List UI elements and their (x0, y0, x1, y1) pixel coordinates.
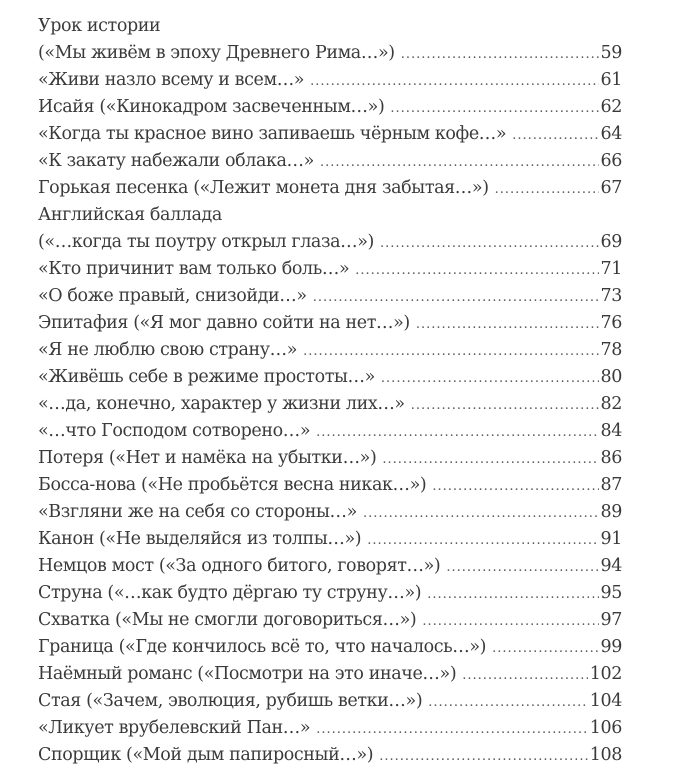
toc-entry-page-number: 66 (600, 151, 622, 171)
dot-leader (381, 365, 599, 392)
dot-leader (390, 95, 598, 122)
toc-entry (38, 175, 622, 202)
toc-entry-page-number: 108 (589, 745, 622, 765)
toc-entry (38, 418, 622, 445)
toc-entry (38, 13, 622, 40)
toc-entry (38, 634, 622, 661)
toc-entry-page-number: 91 (600, 529, 622, 549)
dot-leader (428, 689, 588, 716)
toc-entry-page-number: 94 (600, 556, 622, 576)
toc-entry-page-number: 104 (589, 691, 622, 711)
toc-entry-page-number: 80 (600, 367, 622, 387)
toc-entry-page-number: 99 (600, 637, 622, 657)
toc-entry-page-number: 61 (600, 70, 622, 90)
toc-entry (38, 94, 622, 121)
toc-entry (38, 688, 622, 715)
dot-leader (401, 41, 599, 68)
dot-leader (363, 500, 599, 527)
toc-entry (38, 256, 622, 283)
toc-entry-page-number: 71 (600, 259, 622, 279)
toc-entry-title: Схватка («Мы не смогли договориться…») (38, 610, 417, 630)
toc-entry-title: Струна («…как будто дёргаю ту струну…») (38, 583, 422, 603)
toc-entry-title: «Взгляни же на себя со стороны…» (38, 502, 357, 522)
toc-entry (38, 499, 622, 526)
toc-entry-page-number: 67 (600, 178, 622, 198)
toc-entry-title: «Живи назло всему и всем…» (38, 70, 305, 90)
toc-entry-page-number: 73 (600, 286, 622, 306)
toc-entry-title: «Когда ты красное вино запиваешь чёрным кофе…» (38, 124, 507, 144)
toc-entry (38, 553, 622, 580)
toc-entry-page-number: 84 (600, 421, 622, 441)
toc-entry-page-number: 87 (600, 475, 622, 495)
toc-entry-title: «О боже правый, снизойди…» (38, 286, 307, 306)
dot-leader (367, 527, 598, 554)
toc-entry (38, 445, 622, 472)
toc-entry-title: («…когда ты поутру открыл глаза…») (38, 232, 374, 252)
dot-leader (303, 338, 598, 365)
dot-leader (316, 419, 598, 446)
toc-entry-title: «Кто причинит вам только боль…» (38, 259, 350, 279)
toc-entry (38, 202, 622, 229)
toc-entry-title: Наёмный романс («Посмотри на это иначе…») (38, 664, 457, 684)
dot-leader (316, 716, 588, 743)
dot-leader (462, 662, 588, 689)
toc-entry-page-number: 76 (600, 313, 622, 333)
toc-entry (38, 40, 622, 67)
toc-entry (38, 742, 622, 769)
toc-entry-title: «…да, конечно, характер у жизни лих…» (38, 394, 405, 414)
toc-entry-title: Английская баллада (38, 205, 222, 225)
toc-entry (38, 391, 622, 418)
toc-entry (38, 121, 622, 148)
toc-entry-title: Босса-нова («Не пробьётся весна никак…») (38, 475, 427, 495)
toc-entry (38, 283, 622, 310)
toc-entry-page-number: 62 (600, 97, 622, 117)
toc-entry-title: «Я не люблю свою страну…» (38, 340, 298, 360)
dot-leader (492, 635, 598, 662)
toc-entry (38, 310, 622, 337)
toc-entry-title: «…что Господом сотворено…» (38, 421, 311, 441)
toc-entry-page-number: 95 (600, 583, 622, 603)
toc-entry (38, 580, 622, 607)
toc-entry-page-number: 89 (600, 502, 622, 522)
toc-entry-title: Стая («Зачем, эволюция, рубишь ветки…») (38, 691, 423, 711)
toc-entry (38, 607, 622, 634)
toc-entry (38, 526, 622, 553)
dot-leader (427, 581, 598, 608)
dot-leader (422, 608, 598, 635)
toc-entry-title: «Живёшь себе в режиме простоты…» (38, 367, 375, 387)
toc-entry-title: Потеря («Нет и намёка на убытки…») (38, 448, 377, 468)
toc-entry (38, 148, 622, 175)
toc-entry-title: Исайя («Кинокадром засвеченным…») (38, 97, 385, 117)
toc-entry-page-number: 102 (589, 664, 622, 684)
dot-leader (512, 122, 598, 149)
toc-entry-title: Канон («Не выделяйся из толпы…») (38, 529, 362, 549)
dot-leader (411, 392, 599, 419)
toc-entry-title: «К закату набежали облака…» (38, 151, 314, 171)
toc-entry-page-number: 78 (600, 340, 622, 360)
toc-entry-page-number: 97 (600, 610, 622, 630)
toc-entry-title: Урок истории (38, 16, 161, 36)
toc-entry-page-number: 59 (600, 43, 622, 63)
toc-entry-title: Эпитафия («Я мог давно сойти на нет…») (38, 313, 410, 333)
dot-leader (382, 446, 598, 473)
toc-entry-title: Граница («Где кончилось всё то, что началось…») (38, 637, 487, 657)
toc-entry-title: «Ликует врубелевский Пан…» (38, 718, 311, 738)
dot-leader (379, 743, 588, 770)
toc-entry-title: Спорщик («Мой дым папиросный…») (38, 745, 374, 765)
dot-leader (355, 257, 598, 284)
toc-entry-page-number: 82 (600, 394, 622, 414)
toc-entry-title: Немцов мост («За одного битого, говорят…») (38, 556, 441, 576)
dot-leader (446, 554, 598, 581)
toc-entry (38, 472, 622, 499)
dot-leader (416, 311, 599, 338)
toc-entry (38, 364, 622, 391)
table-of-contents (38, 13, 622, 769)
toc-entry-page-number: 106 (589, 718, 622, 738)
toc-entry-page-number: 69 (600, 232, 622, 252)
dot-leader (380, 230, 599, 257)
toc-entry (38, 67, 622, 94)
toc-entry-title: Горькая песенка («Лежит монета дня забытая…») (38, 178, 489, 198)
dot-leader (432, 473, 598, 500)
dot-leader (495, 176, 599, 203)
dot-leader (320, 149, 599, 176)
toc-entry-page-number: 86 (600, 448, 622, 468)
toc-entry-page-number: 64 (600, 124, 622, 144)
dot-leader (310, 68, 598, 95)
dot-leader (313, 284, 599, 311)
toc-entry (38, 661, 622, 688)
toc-entry (38, 337, 622, 364)
toc-entry-title: («Мы живём в эпоху Древнего Рима…») (38, 43, 395, 63)
toc-entry (38, 715, 622, 742)
toc-entry (38, 229, 622, 256)
